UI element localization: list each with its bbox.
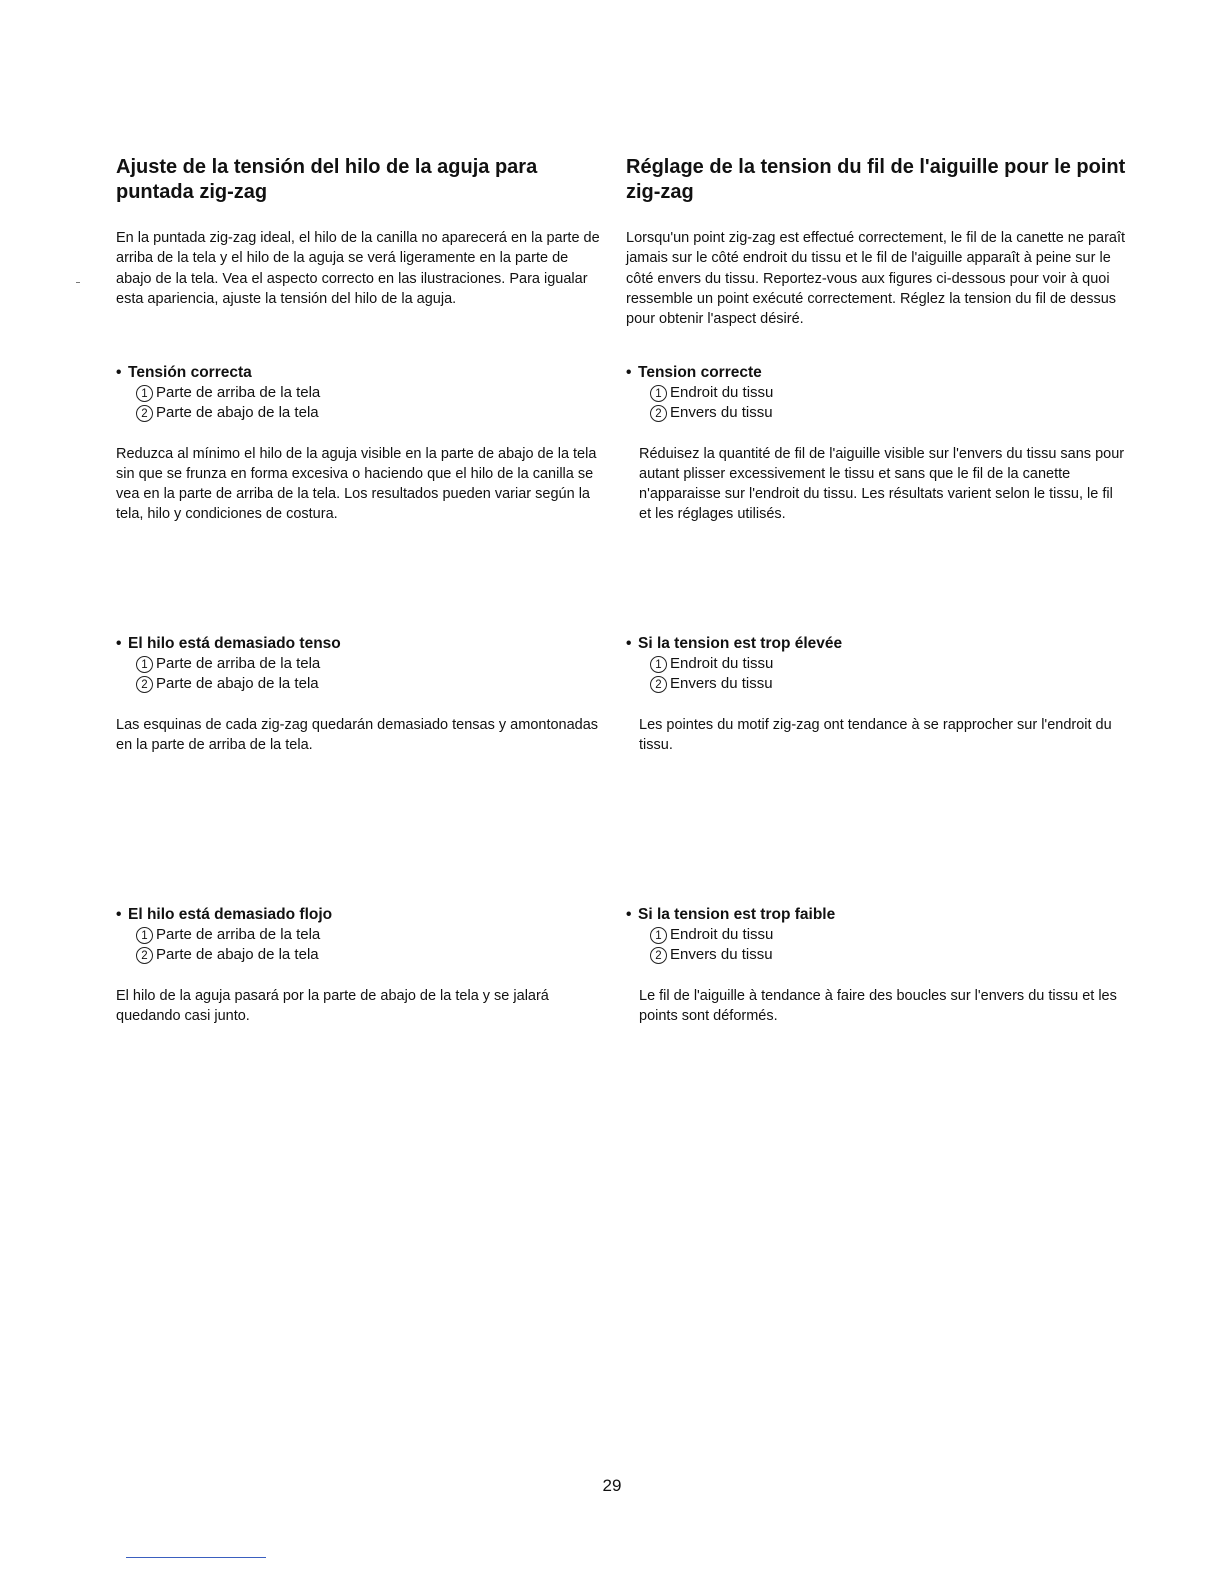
item-list bbox=[136, 654, 606, 695]
item-list bbox=[650, 925, 1126, 966]
spanish-title: Ajuste de la tensión del hilo de la aguja para puntada zig-zag bbox=[116, 156, 538, 203]
french-intro: Lorsqu'un point zig-zag est effectué correctement, le fil de la canette ne paraît jamais sur le côté endroit du tissu et le fil de l'aiguille apparaît à peine sur le côté envers du tissu. Reportez-vous aux figures ci-dessous pour voir à quoi ressemble un point exécuté correctement. Réglez la tension du fil de dessus pour obtenir l'aspect désiré. bbox=[626, 230, 1126, 328]
page-number: 29 bbox=[602, 1476, 622, 1495]
number-one-icon: 1 bbox=[650, 656, 667, 673]
section-heading: Si la tension est trop faible bbox=[638, 906, 836, 923]
item-list bbox=[136, 925, 606, 966]
footer-divider bbox=[126, 1557, 266, 1558]
list-item bbox=[650, 674, 1126, 694]
section-description: Le fil de l'aiguille à tendance à faire des boucles sur l'envers du tissu et les points sont déformés. bbox=[639, 987, 1117, 1024]
number-one-icon: 1 bbox=[136, 656, 153, 673]
list-item bbox=[136, 925, 606, 945]
scan-artifact bbox=[76, 282, 80, 283]
number-one-icon: 1 bbox=[136, 385, 153, 402]
item-label: Envers du tissu bbox=[670, 946, 773, 964]
spanish-intro: En la puntada zig-zag ideal, el hilo de la canilla no aparecerá en la parte de arriba de la tela y el hilo de la aguja se verá ligeramente en la parte de abajo de la tela. Vea el aspecto correcto en las ilustraciones. Para igualar esta apariencia, ajuste la tensión del hilo de la aguja. bbox=[116, 230, 600, 307]
list-item bbox=[136, 654, 606, 674]
french-section-too-low bbox=[626, 905, 1126, 1026]
item-list bbox=[650, 654, 1126, 695]
section-heading: El hilo está demasiado flojo bbox=[128, 906, 333, 923]
list-item bbox=[136, 403, 606, 423]
spanish-column bbox=[116, 155, 606, 1024]
bullet-icon: • bbox=[626, 364, 632, 381]
section-description: Les pointes du motif zig-zag ont tendance à se rapprocher sur l'endroit du tissu. bbox=[639, 716, 1112, 753]
list-item bbox=[650, 925, 1126, 945]
bullet-icon: • bbox=[116, 364, 122, 381]
bullet-icon: • bbox=[116, 906, 122, 923]
number-two-icon: 2 bbox=[650, 405, 667, 422]
list-item bbox=[136, 383, 606, 403]
item-label: Parte de arriba de la tela bbox=[156, 655, 321, 672]
number-two-icon: 2 bbox=[650, 947, 667, 964]
section-heading: Si la tension est trop élevée bbox=[638, 635, 843, 652]
section-description: Reduzca al mínimo el hilo de la aguja visible en la parte de abajo de la tela sin que se frunza en forma excesiva o haciendo que el hilo de la canilla se vea en la parte de arriba de la tela. Los resultados pueden variar según la tela, hilo y condiciones de costura. bbox=[116, 445, 597, 523]
french-section-too-high bbox=[626, 634, 1126, 755]
french-column bbox=[626, 155, 1126, 1024]
item-label: Parte de arriba de la tela bbox=[156, 384, 321, 401]
bullet-icon: • bbox=[626, 635, 632, 652]
spanish-section-too-loose bbox=[116, 905, 606, 1026]
item-list bbox=[136, 383, 606, 424]
number-two-icon: 2 bbox=[650, 676, 667, 693]
section-heading: Tensión correcta bbox=[128, 364, 252, 381]
number-one-icon: 1 bbox=[650, 927, 667, 944]
section-description: Réduisez la quantité de fil de l'aiguille visible sur l'envers du tissu sans pour autant plisser excessivement le tissu et sans que le fil de la canette n'apparaisse sur l'endroit du tissu. Les résultats varient selon le tissu, le fil et les réglages utilisés. bbox=[639, 445, 1125, 523]
list-item bbox=[136, 674, 606, 694]
list-item bbox=[136, 945, 606, 965]
number-two-icon: 2 bbox=[136, 947, 153, 964]
bullet-icon: • bbox=[116, 635, 122, 652]
list-item bbox=[650, 654, 1126, 674]
number-one-icon: 1 bbox=[650, 385, 667, 402]
spanish-section-too-tight bbox=[116, 634, 606, 755]
number-one-icon: 1 bbox=[136, 927, 153, 944]
section-description: El hilo de la aguja pasará por la parte de abajo de la tela y se jalará quedando casi junto. bbox=[116, 987, 549, 1024]
item-label: Endroit du tissu bbox=[670, 655, 774, 672]
list-item bbox=[650, 383, 1126, 403]
spanish-section-correct-tension bbox=[116, 363, 606, 525]
number-two-icon: 2 bbox=[136, 405, 153, 422]
french-section-correct-tension bbox=[626, 363, 1126, 525]
item-label: Parte de abajo de la tela bbox=[156, 675, 319, 693]
section-heading: El hilo está demasiado tenso bbox=[128, 635, 341, 652]
item-label: Envers du tissu bbox=[670, 404, 773, 422]
item-label: Parte de abajo de la tela bbox=[156, 946, 319, 964]
item-list bbox=[650, 383, 1126, 424]
french-title: Réglage de la tension du fil de l'aiguille pour le point zig-zag bbox=[626, 156, 1126, 203]
item-label: Envers du tissu bbox=[670, 675, 773, 693]
item-label: Parte de abajo de la tela bbox=[156, 404, 319, 422]
item-label: Endroit du tissu bbox=[670, 384, 774, 401]
item-label: Parte de arriba de la tela bbox=[156, 926, 321, 943]
list-item bbox=[650, 403, 1126, 423]
number-two-icon: 2 bbox=[136, 676, 153, 693]
section-heading: Tension correcte bbox=[638, 364, 762, 381]
section-description: Las esquinas de cada zig-zag quedarán demasiado tensas y amontonadas en la parte de arriba de la tela. bbox=[116, 716, 599, 753]
bullet-icon: • bbox=[626, 906, 632, 923]
list-item bbox=[650, 945, 1126, 965]
item-label: Endroit du tissu bbox=[670, 926, 774, 943]
